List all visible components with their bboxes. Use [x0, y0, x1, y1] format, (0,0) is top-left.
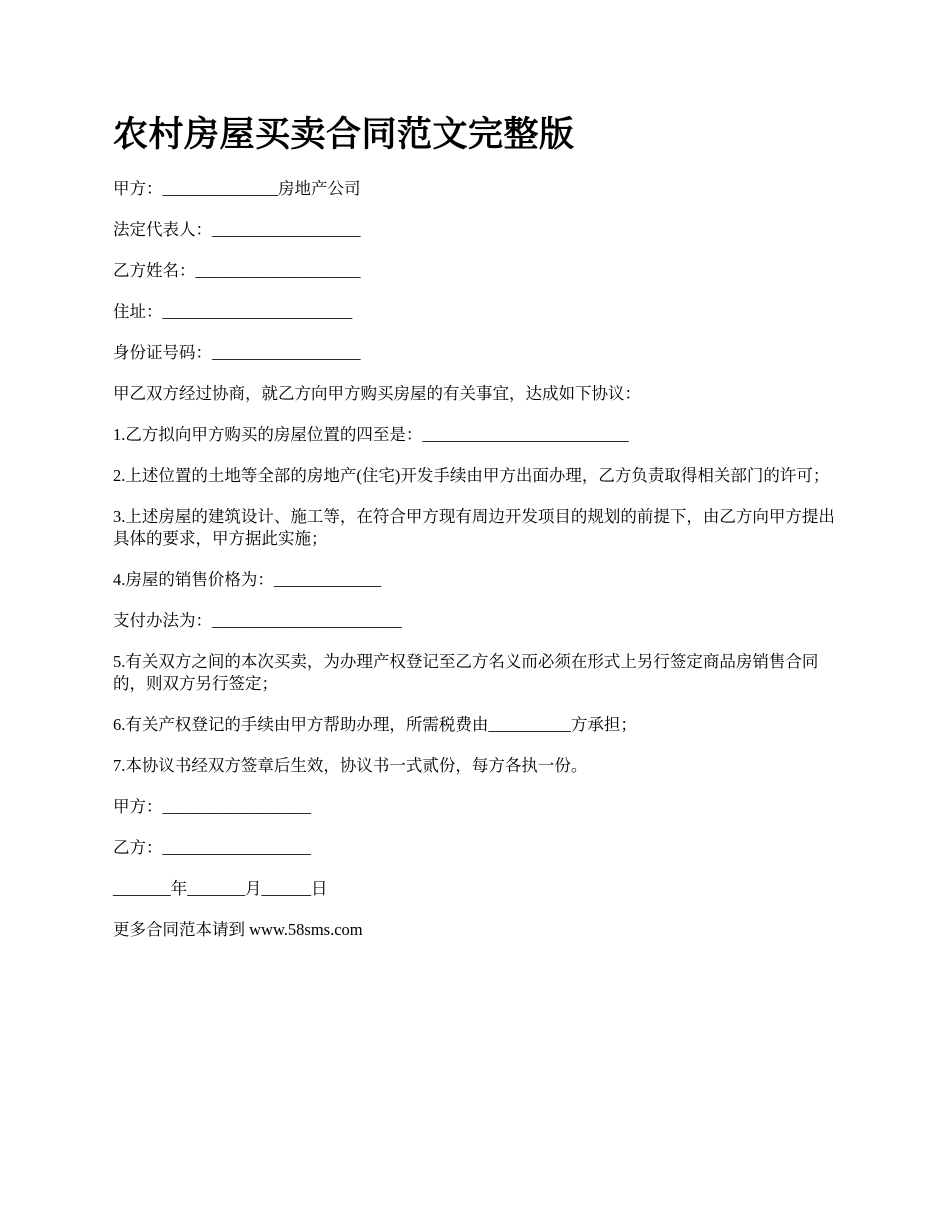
clause-3: 3.上述房屋的建筑设计、施工等，在符合甲方现有周边开发项目的规划的前提下，由乙方向甲方提出具体的要求，甲方据此实施； [113, 507, 835, 548]
clause-5: 5.有关双方之间的本次买卖，为办理产权登记至乙方名义而必须在形式上另行签定商品房销售合同的，则双方另行签定； [113, 652, 819, 693]
party-a-line: 甲方：______________房地产公司 [113, 179, 361, 198]
clause-1: 1.乙方拟向甲方购买的房屋位置的四至是：_________________________ [113, 425, 629, 444]
date-line: _______年_______月______日 [113, 879, 328, 898]
clause-7: 7.本协议书经双方签章后生效，协议书一式贰份，每方各执一份。 [113, 756, 588, 775]
preamble-paragraph: 甲乙双方经过协商，就乙方向甲方购买房屋的有关事宜，达成如下协议： [113, 384, 641, 403]
legal-representative-line: 法定代表人：__________________ [113, 220, 361, 239]
signature-party-b: 乙方：__________________ [113, 838, 311, 857]
signature-party-a: 甲方：__________________ [113, 797, 311, 816]
id-number-line: 身份证号码：__________________ [113, 343, 361, 362]
clause-4: 4.房屋的销售价格为：_____________ [113, 570, 382, 589]
address-line: 住址：_______________________ [113, 302, 353, 321]
document-title: 农村房屋买卖合同范文完整版 [113, 114, 575, 155]
clause-2: 2.上述位置的土地等全部的房地产(住宅)开发手续由甲方出面办理，乙方负责取得相关部门的许可； [113, 466, 830, 485]
party-b-name-line: 乙方姓名：____________________ [113, 261, 361, 280]
document-page [113, 110, 843, 960]
payment-method-line: 支付办法为：_______________________ [113, 611, 402, 630]
footer-note: 更多合同范本请到 www.58sms.com [113, 920, 363, 939]
clause-6: 6.有关产权登记的手续由甲方帮助办理，所需税费由__________方承担； [113, 715, 637, 734]
